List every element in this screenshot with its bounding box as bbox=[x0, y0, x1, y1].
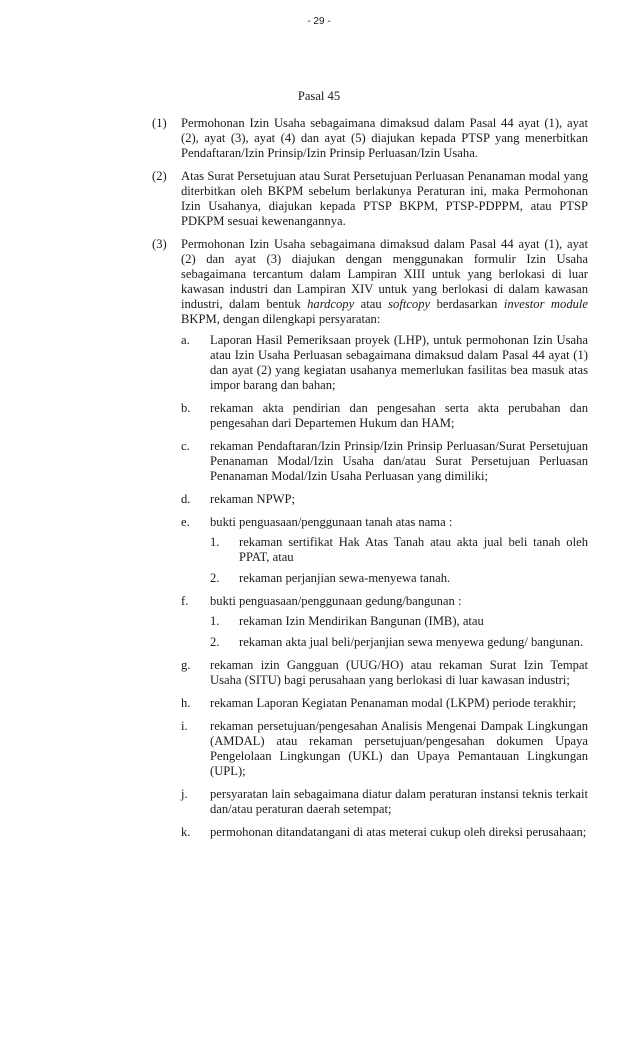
paragraph-number: (2) bbox=[152, 169, 167, 183]
sub-requirement-label: 1. bbox=[210, 535, 220, 549]
requirement-b bbox=[181, 401, 588, 431]
requirement-text: rekaman Laporan Kegiatan Penanaman modal (LKPM) periode terakhir; bbox=[210, 696, 577, 710]
requirements-list bbox=[181, 333, 588, 840]
requirement-label: g. bbox=[181, 658, 191, 672]
requirement-label: j. bbox=[181, 787, 188, 801]
requirement-label: c. bbox=[181, 439, 190, 453]
sub-requirement-f-2 bbox=[210, 635, 588, 650]
requirement-a bbox=[181, 333, 588, 393]
article-title: Pasal 45 bbox=[297, 89, 341, 103]
italic-term-investor-module: investor module bbox=[503, 297, 589, 311]
article-body bbox=[152, 116, 588, 848]
requirement-text: permohonan ditandatangani di atas meterai cukup oleh direksi perusahaan; bbox=[210, 825, 587, 839]
sub-requirement-e-1 bbox=[210, 535, 588, 565]
text-segment: atau bbox=[354, 297, 389, 311]
requirement-k bbox=[181, 825, 588, 840]
page-number: - 29 - bbox=[307, 16, 331, 27]
sub-requirement-e-2 bbox=[210, 571, 588, 586]
paragraph-3 bbox=[152, 237, 588, 840]
text-segment: BKPM, dengan dilengkapi persyaratan: bbox=[181, 312, 381, 326]
requirement-e bbox=[181, 515, 588, 586]
requirement-i bbox=[181, 719, 588, 779]
requirement-label: h. bbox=[181, 696, 191, 710]
requirement-text: rekaman akta pendirian dan pengesahan serta akta perubahan dan pengesahan dari Departemen Hukum dan HAM; bbox=[210, 401, 588, 430]
italic-term-softcopy: softcopy bbox=[388, 297, 431, 311]
requirement-g bbox=[181, 658, 588, 688]
requirement-text: rekaman Pendaftaran/Izin Prinsip/Izin Prinsip Perluasan/Surat Persetujuan Penanaman Modal/Izin Usaha dan/atau Surat Persetujuan Perluasan Penanaman Modal/Izin Usaha Perluasan yang dimiliki; bbox=[210, 439, 588, 483]
paragraph-number: (3) bbox=[152, 237, 167, 251]
requirement-label: a. bbox=[181, 333, 190, 347]
requirement-text: bukti penguasaan/penggunaan gedung/bangunan : bbox=[210, 594, 462, 608]
requirement-label: e. bbox=[181, 515, 190, 529]
paragraph-text: Atas Surat Persetujuan atau Surat Persetujuan Perluasan Penanaman modal yang diterbitkan oleh BKPM sebelum berlakunya Peraturan ini, maka Permohonan Izin Usahanya, diajukan kepada PTSP BKPM, PTSP-PDPPM, atau PTSP PDKPM sesuai kewenangannya. bbox=[181, 169, 588, 228]
requirement-text: Laporan Hasil Pemeriksaan proyek (LHP), untuk permohonan Izin Usaha atau Izin Usaha Perluasan sebagaimana dimaksud dalam Pasal 44 ayat (1) dan ayat (2) yang kegiatan usahanya memerlukan fasilitas bea masuk atas impor barang dan bahan; bbox=[210, 333, 588, 392]
sub-requirement-text: rekaman sertifikat Hak Atas Tanah atau akta jual beli tanah oleh PPAT, atau bbox=[239, 535, 588, 564]
requirement-d bbox=[181, 492, 588, 507]
text-segment: berdasarkan bbox=[430, 297, 504, 311]
sub-requirement-f-1 bbox=[210, 614, 588, 629]
requirement-c bbox=[181, 439, 588, 484]
requirement-j bbox=[181, 787, 588, 817]
requirement-label: d. bbox=[181, 492, 191, 506]
requirement-text: rekaman izin Gangguan (UUG/HO) atau rekaman Surat Izin Tempat Usaha (SITU) bagi perusahaan yang berlokasi di luar kawasan industri; bbox=[210, 658, 588, 687]
sub-requirement-text: rekaman akta jual beli/perjanjian sewa menyewa gedung/ bangunan. bbox=[239, 635, 584, 649]
paragraph-1 bbox=[152, 116, 588, 161]
paragraph-text: Permohonan Izin Usaha sebagaimana dimaksud dalam Pasal 44 ayat (1), ayat (2), ayat (3), ayat (4) dan ayat (5) diajukan kepada PTSP yang menerbitkan Pendaftaran/Izin Prinsip/Izin Prinsip Perluasan/Izin Usaha. bbox=[181, 116, 588, 160]
requirement-label: f. bbox=[181, 594, 189, 608]
requirement-text: persyaratan lain sebagaimana diatur dalam peraturan instansi teknis terkait dan/atau peraturan daerah setempat; bbox=[210, 787, 588, 816]
requirement-text: rekaman persetujuan/pengesahan Analisis Mengenai Dampak Lingkungan (AMDAL) atau rekaman persetujuan/pengesahan dokumen Upaya Pengelolaan Lingkungan (UKL) dan Upaya Pemantauan Lingkungan (UPL); bbox=[210, 719, 588, 778]
requirement-f bbox=[181, 594, 588, 650]
sub-requirement-label: 1. bbox=[210, 614, 220, 628]
requirement-label: b. bbox=[181, 401, 191, 415]
paragraph-text bbox=[181, 237, 588, 326]
requirement-text: rekaman NPWP; bbox=[210, 492, 295, 506]
sub-requirement-text: rekaman perjanjian sewa-menyewa tanah. bbox=[239, 571, 451, 585]
paragraph-2 bbox=[152, 169, 588, 229]
requirement-text: bukti penguasaan/penggunaan tanah atas nama : bbox=[210, 515, 453, 529]
sub-requirement-label: 2. bbox=[210, 635, 220, 649]
requirement-h bbox=[181, 696, 588, 711]
italic-term-hardcopy: hardcopy bbox=[307, 297, 355, 311]
paragraph-number: (1) bbox=[152, 116, 167, 130]
requirement-label: k. bbox=[181, 825, 191, 839]
sub-requirements-list bbox=[210, 614, 588, 650]
requirement-label: i. bbox=[181, 719, 188, 733]
sub-requirement-label: 2. bbox=[210, 571, 220, 585]
sub-requirement-text: rekaman Izin Mendirikan Bangunan (IMB), atau bbox=[239, 614, 484, 628]
sub-requirements-list bbox=[210, 535, 588, 586]
text-segment: Permohonan Izin Usaha sebagaimana dimaksud dalam Pasal 44 ayat (1), ayat (2) dan ayat (3) diajukan dengan menggunakan formulir Izin Usaha sebagaimana tercantum dalam Lampiran XIII untuk yang berlokasi di luar kawasan industri dan Lampiran XIV untuk yang berlokasi di dalam kawasan industri, dalam bentuk bbox=[181, 237, 588, 311]
